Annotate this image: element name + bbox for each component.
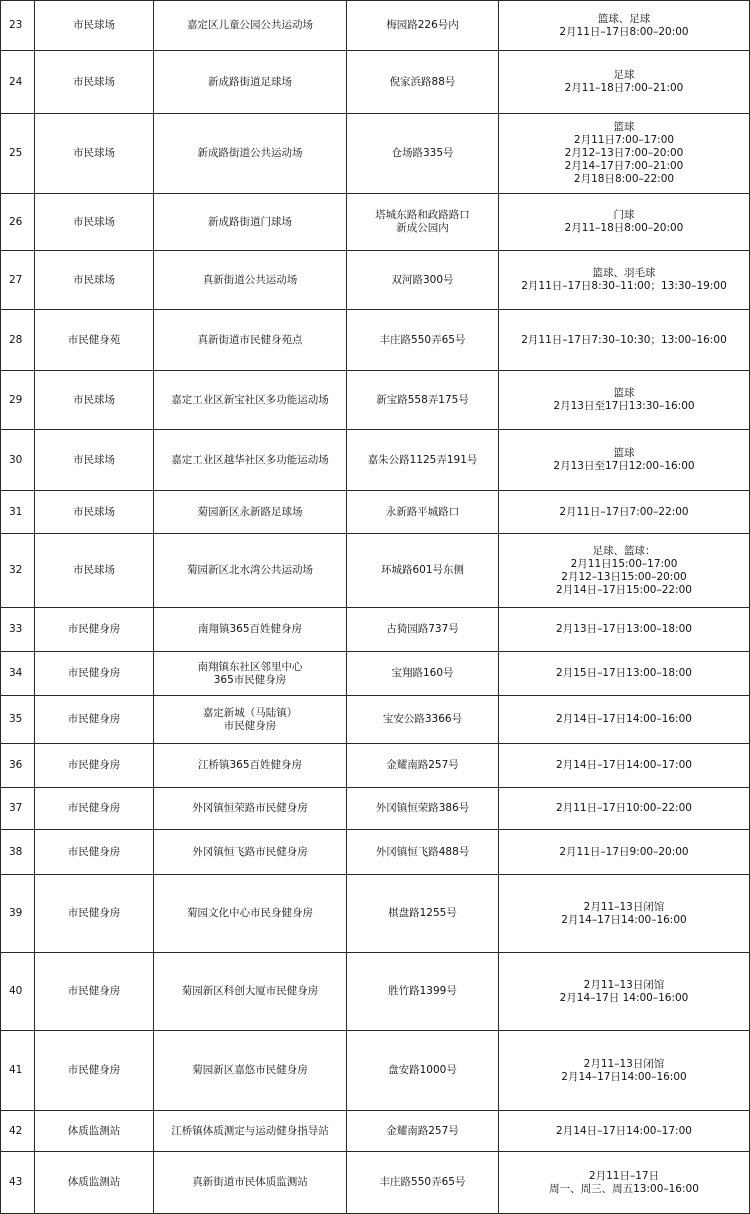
venue-address-cell — [347, 696, 499, 744]
table-row — [1, 310, 750, 371]
venue-type-line: 市民健身房 — [67, 759, 121, 771]
venue-address-cell — [347, 788, 499, 830]
venue-name-line: 菊园新区科创大厦市民健身房 — [181, 985, 319, 997]
opening-hours-cell — [499, 953, 750, 1031]
row-number-line: 32 — [9, 564, 23, 576]
opening-hours-line: 2月11–18日7:00–21:00 — [564, 82, 684, 94]
opening-hours-line: 篮球 — [613, 387, 635, 399]
venue-name-line: 真新街道市民体质监测站 — [192, 1176, 308, 1188]
venue-type-line: 市民健身苑 — [67, 333, 121, 346]
row-number-line: 26 — [9, 215, 23, 228]
venue-type-line: 市民球场 — [73, 215, 115, 228]
venue-address-line: 丰庄路550弄65号 — [379, 1176, 466, 1188]
venue-type-line: 市民健身房 — [67, 907, 121, 919]
opening-hours-cell — [499, 875, 750, 953]
venue-name-cell — [154, 1111, 347, 1152]
opening-hours-cell — [499, 534, 750, 608]
venue-name-cell — [154, 788, 347, 830]
opening-hours-cell — [499, 830, 750, 875]
venue-type-cell — [35, 371, 154, 430]
opening-hours-cell — [499, 1031, 750, 1111]
venue-address-cell — [347, 953, 499, 1031]
venue-address-line: 金耀南路257号 — [386, 1124, 459, 1137]
venue-name-cell — [154, 491, 347, 534]
row-number-cell — [1, 953, 35, 1031]
venue-address-line: 宝安公路3366号 — [382, 713, 463, 725]
row-number-line: 35 — [9, 713, 23, 725]
opening-hours-cell — [499, 788, 750, 830]
venue-type-line: 市民健身房 — [67, 623, 121, 635]
row-number-line: 33 — [9, 623, 23, 635]
opening-hours-line: 足球、篮球： — [592, 544, 656, 557]
opening-hours-cell — [499, 251, 750, 310]
venue-name-cell — [154, 251, 347, 310]
row-number-line: 39 — [9, 907, 23, 919]
venue-name-cell — [154, 1152, 347, 1214]
venue-type-cell — [35, 430, 154, 491]
venue-type-line: 体质监测站 — [67, 1176, 121, 1188]
row-number-cell — [1, 114, 35, 194]
venue-name-cell — [154, 608, 347, 652]
venue-type-line: 市民球场 — [73, 505, 115, 518]
opening-hours-line: 2月14–17日 14:00–16:00 — [559, 991, 689, 1004]
row-number-line: 41 — [9, 1064, 23, 1076]
row-number-line: 42 — [9, 1124, 23, 1137]
venue-type-cell — [35, 310, 154, 371]
venue-name-line: 江桥镇365百姓健身房 — [197, 759, 303, 771]
venue-type-cell — [35, 1, 154, 51]
venue-type-cell — [35, 652, 154, 696]
venue-address-cell — [347, 534, 499, 608]
venue-address-cell — [347, 430, 499, 491]
table-row — [1, 830, 750, 875]
opening-hours-line: 2月11–13日闭馆 — [583, 900, 665, 913]
venue-name-cell — [154, 953, 347, 1031]
row-number-line: 38 — [9, 845, 23, 858]
opening-hours-line: 2月11日–17日 — [588, 1169, 660, 1182]
venue-name-cell — [154, 652, 347, 696]
table-row — [1, 744, 750, 788]
venue-name-line: 真新街道公共运动场 — [202, 273, 298, 286]
table-row — [1, 652, 750, 696]
opening-hours-line: 2月13日至17日12:00–16:00 — [553, 460, 695, 472]
table-row — [1, 1031, 750, 1111]
venue-type-cell — [35, 788, 154, 830]
table-row — [1, 251, 750, 310]
row-number-cell — [1, 830, 35, 875]
row-number-cell — [1, 744, 35, 788]
venue-type-line: 市民健身房 — [67, 802, 121, 814]
venue-type-line: 市民球场 — [73, 273, 115, 286]
venue-name-cell — [154, 1, 347, 51]
opening-hours-cell — [499, 194, 750, 251]
venue-address-line: 新成公园内 — [396, 222, 449, 234]
venue-name-line: 江桥镇体质测定与运动健身指导站 — [171, 1124, 329, 1137]
venue-table-body — [1, 1, 750, 1214]
venue-name-line: 新成路街道公共运动场 — [197, 147, 303, 159]
venue-address-cell — [347, 371, 499, 430]
venue-type-cell — [35, 1031, 154, 1111]
venue-type-cell — [35, 251, 154, 310]
opening-hours-cell — [499, 1111, 750, 1152]
venue-address-cell — [347, 1111, 499, 1152]
venue-name-cell — [154, 534, 347, 608]
venue-name-line: 南翔镇东社区邻里中心 — [197, 660, 303, 673]
venue-name-line: 嘉定工业区新宝社区多功能运动场 — [171, 393, 329, 406]
venue-type-line: 市民球场 — [73, 453, 115, 466]
opening-hours-line: 2月12–13日7:00–20:00 — [564, 147, 684, 159]
opening-hours-line: 2月11日–17日10:00–22:00 — [556, 802, 692, 814]
venue-address-line: 丰庄路550弄65号 — [379, 333, 466, 346]
venue-name-cell — [154, 371, 347, 430]
opening-hours-line: 2月11日–17日8:00–20:00 — [559, 25, 689, 38]
venue-address-cell — [347, 1, 499, 51]
venue-address-cell — [347, 830, 499, 875]
row-number-line: 28 — [9, 333, 23, 346]
row-number-cell — [1, 696, 35, 744]
venue-address-line: 梅园路226号内 — [386, 19, 459, 31]
venue-name-line: 嘉定区儿童公园公共运动场 — [187, 19, 313, 31]
row-number-line: 29 — [9, 393, 23, 406]
venue-name-cell — [154, 696, 347, 744]
row-number-line: 40 — [9, 985, 23, 997]
venue-address-line: 双河路300号 — [391, 273, 454, 286]
venue-name-line: 365市民健身房 — [213, 673, 287, 686]
opening-hours-line: 2月13日至17日13:30–16:00 — [553, 400, 695, 412]
opening-hours-line: 2月15日–17日13:00–18:00 — [556, 667, 692, 679]
row-number-cell — [1, 788, 35, 830]
venue-name-line: 外冈镇恒飞路市民健身房 — [192, 845, 308, 858]
row-number-cell — [1, 608, 35, 652]
venue-address-line: 古猗园路737号 — [386, 623, 459, 635]
venue-type-line: 市民球场 — [73, 564, 115, 576]
row-number-cell — [1, 371, 35, 430]
table-row — [1, 114, 750, 194]
opening-hours-cell — [499, 310, 750, 371]
venue-name-line: 菊园新区北水湾公共运动场 — [187, 564, 313, 576]
venue-type-cell — [35, 830, 154, 875]
row-number-line: 30 — [9, 453, 23, 466]
venue-type-cell — [35, 875, 154, 953]
venue-name-line: 菊园新区永新路足球场 — [197, 505, 303, 518]
venue-type-cell — [35, 744, 154, 788]
venue-type-line: 市民健身房 — [67, 985, 121, 997]
venue-type-line: 市民健身房 — [67, 845, 121, 858]
table-row — [1, 953, 750, 1031]
venue-name-cell — [154, 51, 347, 114]
venue-address-line: 金耀南路257号 — [386, 759, 459, 771]
venue-name-cell — [154, 1031, 347, 1111]
table-row — [1, 608, 750, 652]
venue-address-line: 新宝路558弄175号 — [376, 393, 469, 406]
row-number-cell — [1, 1, 35, 51]
venue-address-line: 盘安路1000号 — [388, 1064, 457, 1076]
opening-hours-line: 2月14日–17日14:00–17:00 — [556, 1124, 692, 1137]
venue-type-line: 体质监测站 — [67, 1124, 121, 1137]
opening-hours-line: 2月12–13日15:00–20:00 — [561, 570, 687, 583]
row-number-line: 37 — [9, 802, 23, 814]
venue-type-cell — [35, 1111, 154, 1152]
row-number-cell — [1, 1031, 35, 1111]
opening-hours-cell — [499, 1152, 750, 1214]
opening-hours-line: 2月11日–17日8:30–11:00；13:30–19:00 — [521, 280, 727, 292]
opening-hours-line: 2月11日–17日7:00–22:00 — [559, 505, 689, 518]
opening-hours-line: 2月14日–17日14:00–17:00 — [556, 759, 692, 771]
venue-type-cell — [35, 1152, 154, 1214]
row-number-line: 36 — [9, 759, 23, 771]
venue-type-cell — [35, 51, 154, 114]
row-number-cell — [1, 652, 35, 696]
table-row — [1, 1111, 750, 1152]
venue-name-line: 南翔镇365百姓健身房 — [197, 623, 303, 635]
opening-hours-line: 2月11–18日8:00–20:00 — [564, 222, 684, 234]
venue-type-cell — [35, 953, 154, 1031]
venue-address-line: 棋盘路1255号 — [388, 907, 457, 919]
row-number-line: 43 — [9, 1176, 23, 1188]
table-row — [1, 371, 750, 430]
opening-hours-cell — [499, 430, 750, 491]
opening-hours-line: 2月11日7:00–17:00 — [573, 134, 675, 146]
opening-hours-line: 篮球 — [613, 121, 635, 133]
venue-type-line: 市民健身房 — [67, 1064, 121, 1076]
opening-hours-line: 2月11日15:00–17:00 — [570, 557, 678, 570]
venue-type-line: 市民球场 — [73, 75, 115, 88]
venue-address-cell — [347, 51, 499, 114]
venue-address-line: 嘉朱公路1125弄191号 — [367, 453, 478, 466]
venue-address-line: 塔城东路和政路路口 — [375, 209, 470, 221]
row-number-line: 24 — [9, 75, 23, 88]
opening-hours-cell — [499, 51, 750, 114]
venue-name-cell — [154, 114, 347, 194]
venue-address-line: 外冈镇恒飞路488号 — [375, 845, 470, 858]
table-row — [1, 875, 750, 953]
opening-hours-cell — [499, 744, 750, 788]
table-row — [1, 788, 750, 830]
row-number-cell — [1, 51, 35, 114]
opening-hours-cell — [499, 491, 750, 534]
opening-hours-line: 2月14–17日7:00–21:00 — [564, 160, 684, 172]
opening-hours-line: 篮球 — [613, 447, 635, 459]
venue-address-cell — [347, 310, 499, 371]
venue-name-line: 菊园文化中心市民身健身房 — [187, 907, 313, 919]
opening-hours-line: 门球 — [613, 209, 635, 221]
opening-hours-cell — [499, 1, 750, 51]
venue-name-line: 真新街道市民健身苑点 — [197, 333, 303, 346]
venue-address-cell — [347, 608, 499, 652]
row-number-line: 25 — [9, 147, 23, 159]
opening-hours-line: 篮球、羽毛球 — [592, 267, 656, 279]
table-row — [1, 534, 750, 608]
venue-type-line: 市民球场 — [73, 147, 115, 159]
venue-name-cell — [154, 875, 347, 953]
row-number-cell — [1, 251, 35, 310]
opening-hours-cell — [499, 696, 750, 744]
venue-address-cell — [347, 1031, 499, 1111]
venue-name-cell — [154, 744, 347, 788]
venue-name-cell — [154, 830, 347, 875]
venue-name-line: 市民健身房 — [223, 719, 277, 732]
venue-type-line: 市民健身房 — [67, 713, 121, 725]
opening-hours-line: 2月18日8:00–22:00 — [573, 173, 675, 185]
venue-name-line: 菊园新区嘉悠市民健身房 — [192, 1064, 308, 1076]
venue-name-cell — [154, 430, 347, 491]
venue-type-cell — [35, 194, 154, 251]
table-row — [1, 491, 750, 534]
venue-type-cell — [35, 114, 154, 194]
opening-hours-line: 周一、周三、周五13:00–16:00 — [549, 1182, 699, 1195]
venue-type-cell — [35, 534, 154, 608]
venue-address-line: 仓场路335号 — [391, 147, 454, 159]
row-number-cell — [1, 534, 35, 608]
venue-address-line: 永新路平城路口 — [385, 505, 460, 518]
opening-hours-line: 2月14–17日14:00–16:00 — [561, 1070, 687, 1083]
opening-hours-cell — [499, 608, 750, 652]
venue-address-cell — [347, 652, 499, 696]
venue-type-line: 市民球场 — [73, 19, 115, 31]
venue-address-cell — [347, 875, 499, 953]
opening-hours-line: 2月13日–17日13:00–18:00 — [556, 623, 692, 635]
opening-hours-line: 2月11–13日闭馆 — [583, 1057, 665, 1070]
opening-hours-line: 2月14–17日14:00–16:00 — [561, 913, 687, 926]
row-number-line: 27 — [9, 273, 23, 286]
opening-hours-line: 2月11日–17日9:00–20:00 — [559, 845, 689, 858]
venue-address-line: 宝翔路160号 — [391, 667, 454, 679]
row-number-line: 23 — [9, 19, 23, 31]
venue-address-cell — [347, 491, 499, 534]
venue-address-cell — [347, 194, 499, 251]
opening-hours-line: 2月14日–17日15:00–22:00 — [556, 583, 692, 596]
venue-type-cell — [35, 491, 154, 534]
venue-address-cell — [347, 114, 499, 194]
table-row — [1, 194, 750, 251]
row-number-cell — [1, 310, 35, 371]
venue-address-line: 外冈镇恒荣路386号 — [375, 802, 470, 814]
venue-address-cell — [347, 744, 499, 788]
row-number-cell — [1, 491, 35, 534]
venue-name-line: 嘉定工业区越华社区多功能运动场 — [171, 453, 329, 466]
row-number-cell — [1, 430, 35, 491]
opening-hours-line: 2月11日–17日7:30–10:30；13:00–16:00 — [521, 333, 727, 346]
row-number-line: 34 — [9, 667, 23, 679]
table-row — [1, 51, 750, 114]
opening-hours-line: 足球 — [613, 69, 635, 81]
venue-name-line: 嘉定新城（马陆镇） — [202, 706, 298, 719]
venue-address-line: 环城路601号东侧 — [380, 564, 465, 576]
row-number-cell — [1, 1111, 35, 1152]
venue-address-line: 胜竹路1399号 — [388, 985, 457, 997]
row-number-cell — [1, 875, 35, 953]
venue-type-line: 市民健身房 — [67, 667, 121, 679]
venue-type-cell — [35, 696, 154, 744]
venue-type-line: 市民球场 — [73, 393, 115, 406]
row-number-line: 31 — [9, 505, 23, 518]
opening-hours-line: 篮球、足球 — [597, 12, 651, 25]
row-number-cell — [1, 194, 35, 251]
venue-name-line: 新成路街道门球场 — [208, 215, 292, 228]
venue-name-cell — [154, 310, 347, 371]
opening-hours-cell — [499, 652, 750, 696]
venue-address-cell — [347, 1152, 499, 1214]
opening-hours-line: 2月14日–17日14:00–16:00 — [556, 713, 692, 725]
venue-address-cell — [347, 251, 499, 310]
venue-name-cell — [154, 194, 347, 251]
venue-name-line: 外冈镇恒荣路市民健身房 — [192, 802, 308, 814]
table-row — [1, 696, 750, 744]
venue-address-line: 倪家浜路88号 — [389, 75, 456, 88]
table-row — [1, 1152, 750, 1214]
venue-type-cell — [35, 608, 154, 652]
row-number-cell — [1, 1152, 35, 1214]
opening-hours-cell — [499, 114, 750, 194]
opening-hours-line: 2月11–13日闭馆 — [583, 978, 665, 991]
table-row — [1, 1, 750, 51]
venue-name-line: 新成路街道足球场 — [208, 75, 292, 88]
opening-hours-cell — [499, 371, 750, 430]
table-row — [1, 430, 750, 491]
